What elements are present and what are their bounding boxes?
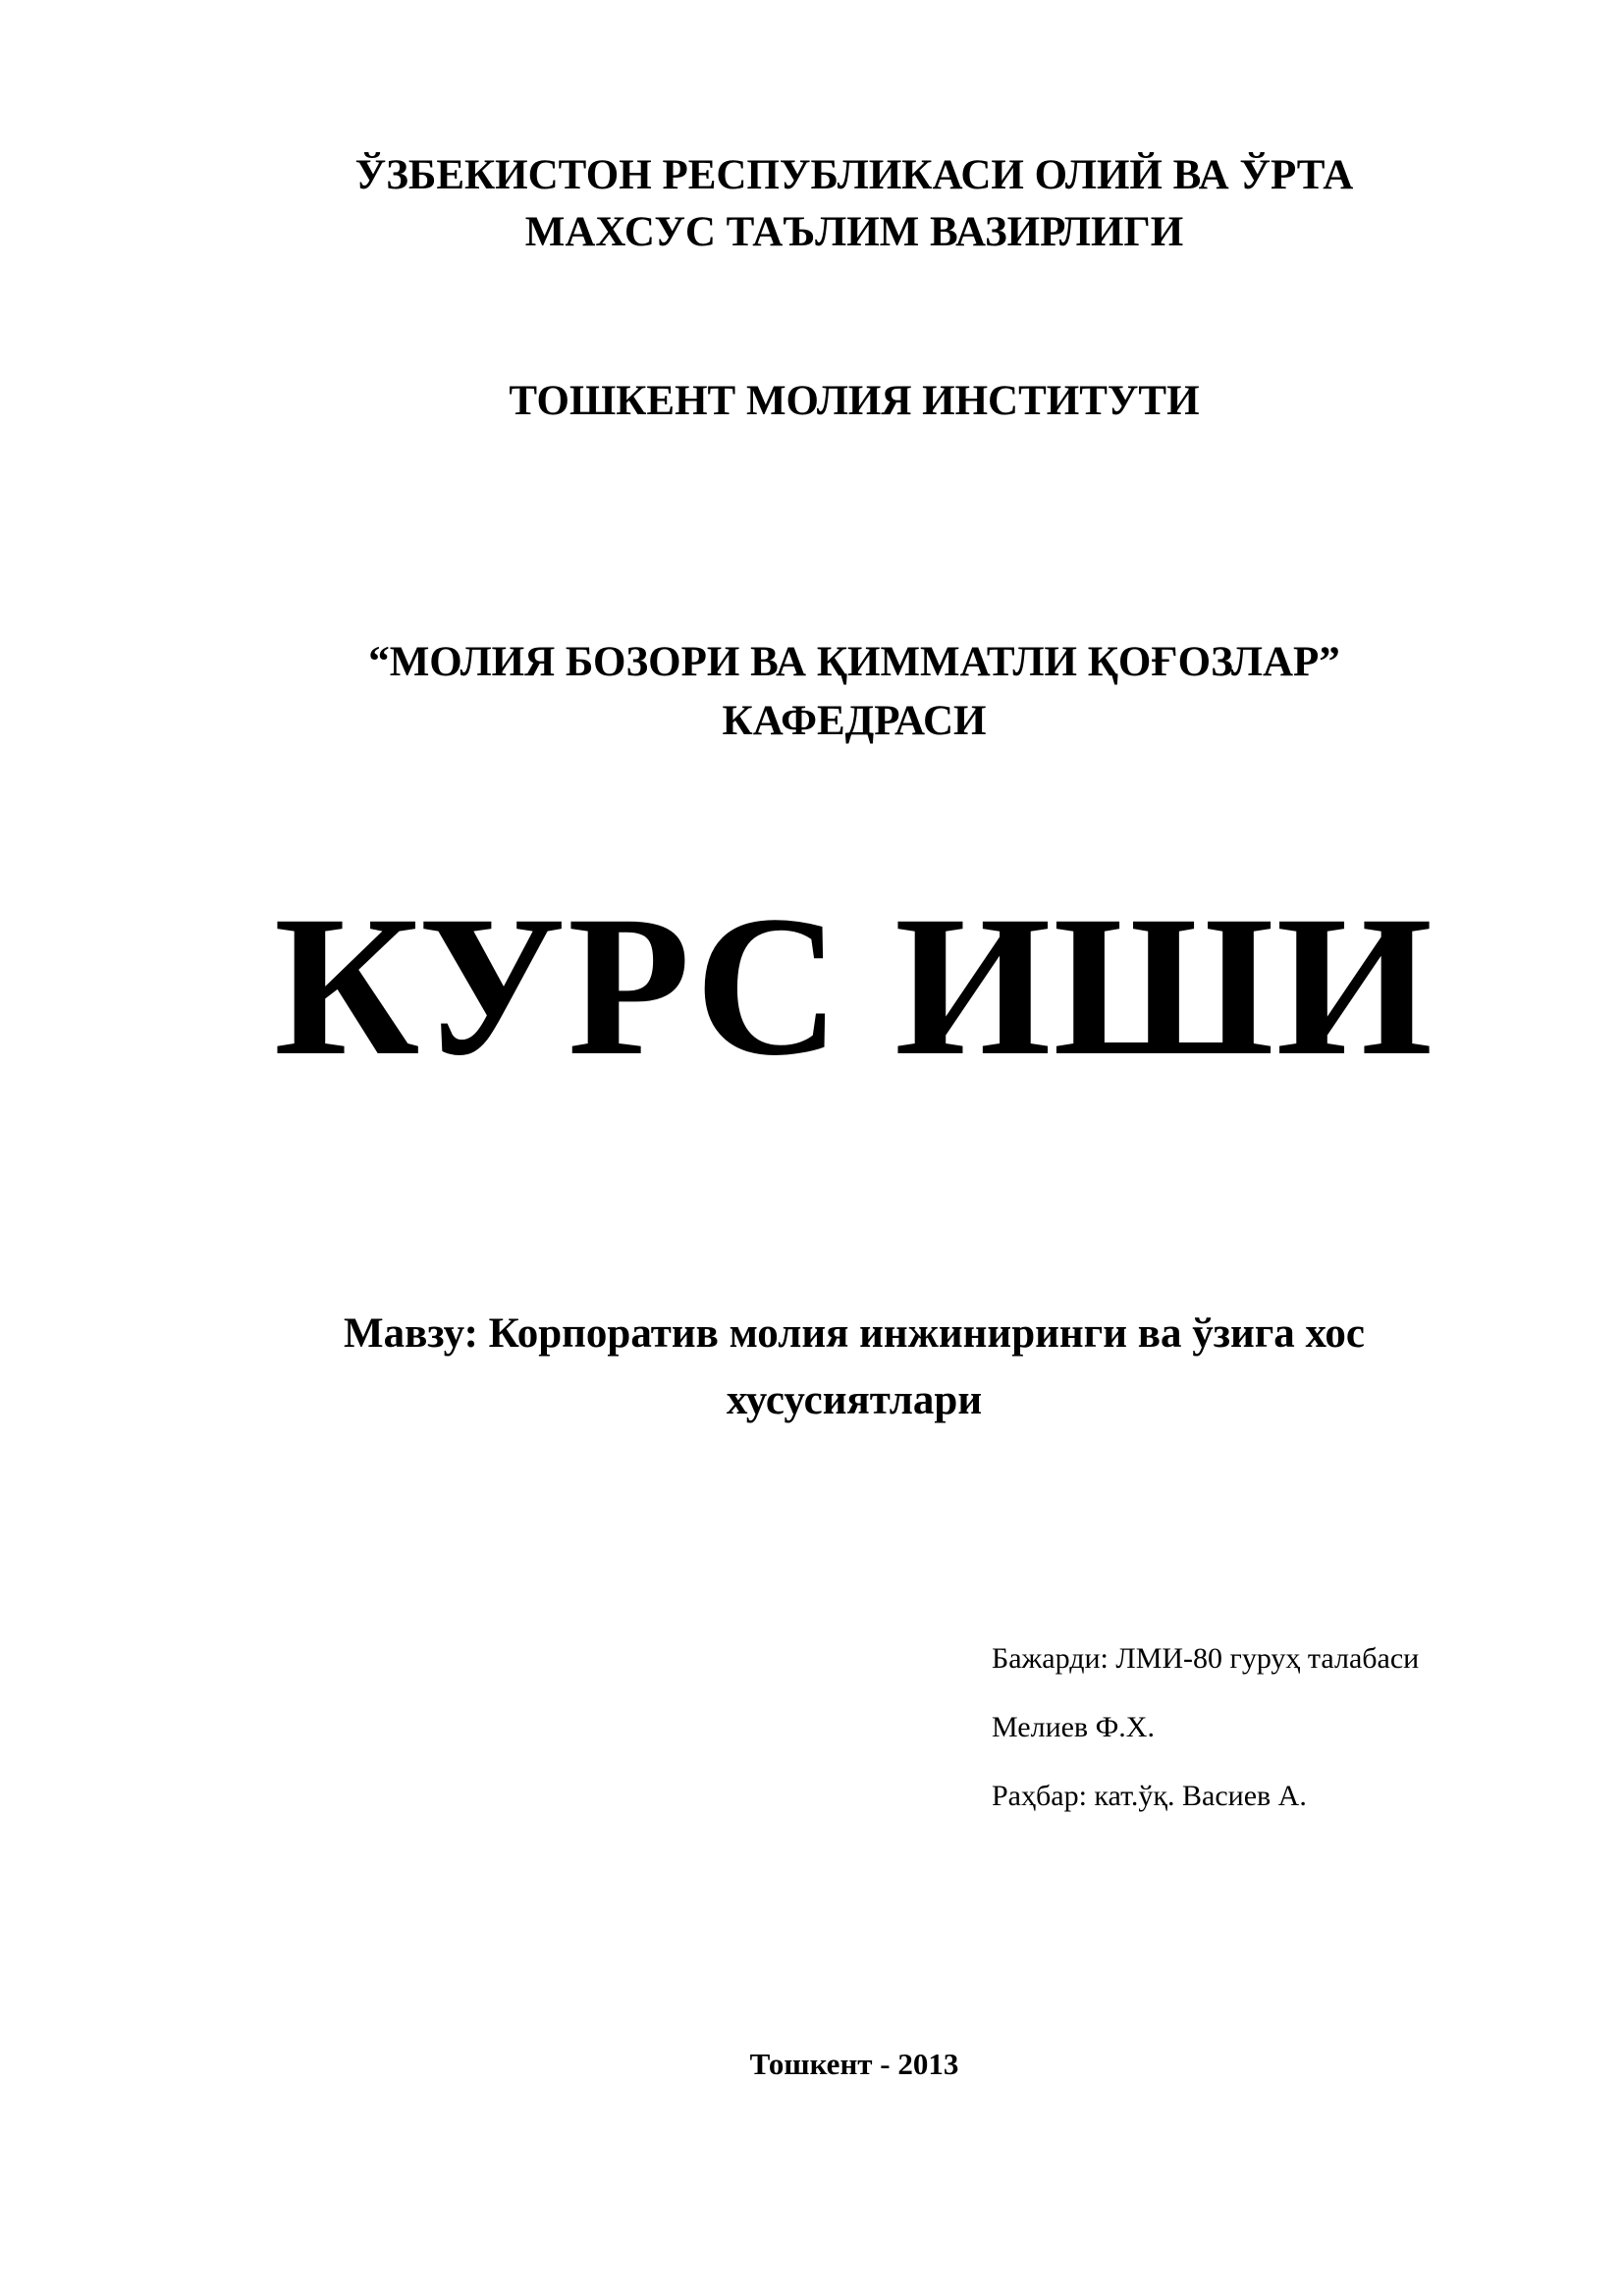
student-name: Мелиев Ф.Х. (992, 1711, 1155, 1743)
supervisor-line: Раҳбар: кат.ўқ. Васиев А. (992, 1780, 1307, 1812)
institute-name: ТОШКЕНТ МОЛИЯ ИНСТИТУТИ (509, 378, 1200, 424)
topic-heading (196, 1301, 1512, 1434)
performed-by-line: Бажарди: ЛМИ-80 гуруҳ талабаси (992, 1642, 1420, 1675)
topic-line-1: Мавзу: Корпоратив молия инжиниринги ва ўзига хос (344, 1310, 1365, 1357)
work-type-title: КУРС ИШИ (273, 875, 1435, 1097)
ministry-line-2: МАХСУС ТАЪЛИМ ВАЗИРЛИГИ (524, 209, 1184, 255)
author-block (992, 1639, 1542, 1845)
ministry-heading (196, 147, 1512, 261)
department-line-1: “МОЛИЯ БОЗОРИ ВА ҚИММАТЛИ ҚОҒОЗЛАР” (368, 639, 1340, 685)
ministry-line-1: ЎЗБЕКИСТОН РЕСПУБЛИКАСИ ОЛИЙ ВА ЎРТА (354, 152, 1354, 198)
city-year: Тошкент - 2013 (749, 2047, 959, 2081)
topic-line-2: хусусиятлари (726, 1377, 983, 1423)
department-heading (196, 633, 1512, 751)
department-line-2: КАФЕДРАСИ (722, 698, 987, 744)
